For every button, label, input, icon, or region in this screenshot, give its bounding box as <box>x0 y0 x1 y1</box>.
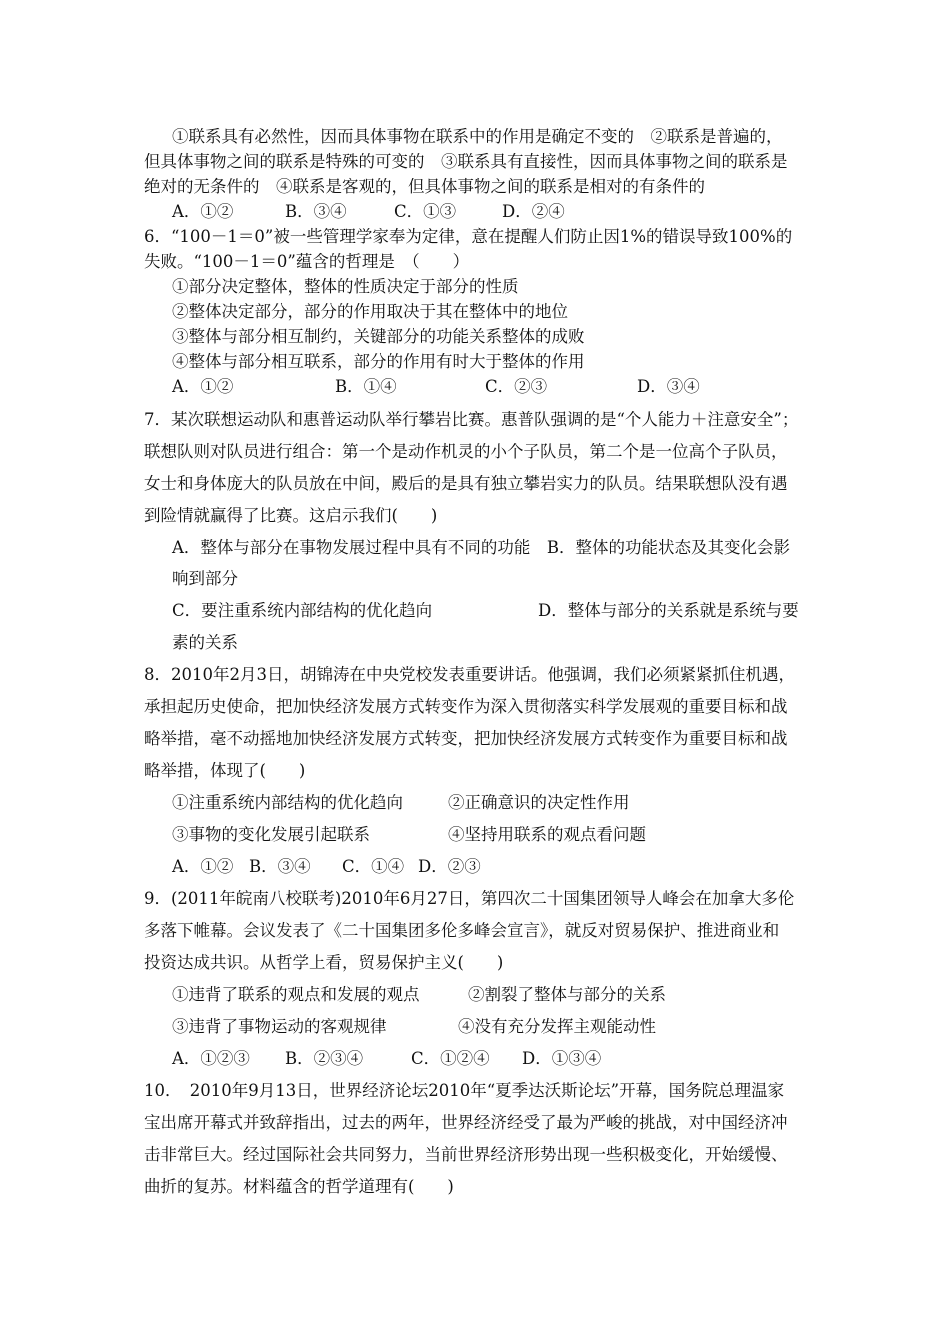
q8-stem-line-4: 略举措，体现了( ) <box>144 761 306 780</box>
q9-stem-line-3: 投资达成共识。从哲学上看，贸易保护主义( ) <box>144 953 504 972</box>
q9-option-a: A．①②③ <box>172 1049 250 1068</box>
q6-stem-line-1: 6．“100－1＝0”被一些管理学家奉为定律，意在提醒人们防止因1%的错误导致100%的 <box>144 227 793 246</box>
q6-choice-2: ②整体决定部分，部分的作用取决于其在整体中的地位 <box>172 302 568 321</box>
q8-option-a: A．①② <box>172 857 234 876</box>
q6-choice-1: ①部分决定整体，整体的性质决定于部分的性质 <box>172 277 519 296</box>
q9-option-b: B．②③④ <box>285 1049 364 1068</box>
q9-choice-2: ②割裂了整体与部分的关系 <box>468 985 666 1004</box>
q6-option-c: C．②③ <box>485 377 548 396</box>
q7-option-b-cont: 响到部分 <box>172 569 238 588</box>
q9-option-d: D．①③④ <box>522 1049 602 1068</box>
q5-line-3: 绝对的无条件的 ④联系是客观的，但具体事物之间的联系是相对的有条件的 <box>144 177 705 196</box>
q7-option-d-cont: 素的关系 <box>172 633 238 652</box>
q7-stem-line-4: 到险情就赢得了比赛。这启示我们( ) <box>144 506 438 525</box>
q6-stem-line-2: 失败。“100－1＝0”蕴含的哲理是 （ ） <box>144 252 470 271</box>
q8-choice-1: ①注重系统内部结构的优化趋向 <box>172 793 403 812</box>
q7-stem-line-2: 联想队则对队员进行组合：第一个是动作机灵的小个子队员，第二个是一位高个子队员， <box>144 442 788 461</box>
q9-choice-1: ①违背了联系的观点和发展的观点 <box>172 985 420 1004</box>
q9-choice-4: ④没有充分发挥主观能动性 <box>458 1017 656 1036</box>
q6-option-b: B．①④ <box>335 377 397 396</box>
q7-stem-line-3: 女士和身体庞大的队员放在中间，殿后的是具有独立攀岩实力的队员。结果联想队没有遇 <box>144 474 788 493</box>
q8-option-c: C．①④ <box>342 857 405 876</box>
q8-choice-3: ③事物的变化发展引起联系 <box>172 825 370 844</box>
q7-stem-line-1: 7．某次联想运动队和惠普运动队举行攀岩比赛。惠普队强调的是“个人能力＋注意安全”； <box>144 410 799 429</box>
q6-option-a: A．①② <box>172 377 234 396</box>
q6-choice-3: ③整体与部分相互制约，关键部分的功能关系整体的成败 <box>172 327 585 346</box>
q6-option-d: D．③④ <box>637 377 700 396</box>
q6-choice-4: ④整体与部分相互联系，部分的作用有时大于整体的作用 <box>172 352 585 371</box>
q7-option-c: C．要注重系统内部结构的优化趋向 <box>172 601 433 620</box>
q5-option-b: B．③④ <box>285 202 347 221</box>
q8-stem-line-3: 略举措，毫不动摇地加快经济发展方式转变，把加快经济发展方式转变作为重要目标和战 <box>144 729 788 748</box>
q10-stem-line-3: 击非常巨大。经过国际社会共同努力，当前世界经济形势出现一些积极变化，开始缓慢、 <box>144 1145 788 1164</box>
q8-stem-line-2: 承担起历史使命，把加快经济发展方式转变作为深入贯彻落实科学发展观的重要目标和战 <box>144 697 788 716</box>
q9-option-c: C．①②④ <box>411 1049 490 1068</box>
q8-choice-4: ④坚持用联系的观点看问题 <box>448 825 646 844</box>
q5-option-a: A．①② <box>172 202 234 221</box>
q10-stem-line-2: 宝出席开幕式并致辞指出，过去的两年，世界经济经受了最为严峻的挑战，对中国经济冲 <box>144 1113 788 1132</box>
q9-stem-line-2: 多落下帷幕。会议发表了《二十国集团多伦多峰会宣言》，就反对贸易保护、推进商业和 <box>144 921 780 940</box>
q10-stem-line-4: 曲折的复苏。材料蕴含的哲学道理有( ) <box>144 1177 454 1196</box>
q8-stem-line-1: 8．2010年2月3日，胡锦涛在中央党校发表重要讲话。他强调，我们必须紧紧抓住机遇， <box>144 665 795 684</box>
q7-option-ab: A．整体与部分在事物发展过程中具有不同的功能 B．整体的功能状态及其变化会影 <box>172 538 791 557</box>
q8-option-d: D．②③ <box>418 857 481 876</box>
q5-option-c: C．①③ <box>394 202 457 221</box>
q5-line-1: ①联系具有必然性，因而具体事物在联系中的作用是确定不变的 ②联系是普遍的， <box>172 127 783 146</box>
q8-choice-2: ②正确意识的决定性作用 <box>448 793 630 812</box>
q9-stem-line-1: 9．(2011年皖南八校联考)2010年6月27日，第四次二十国集团领导人峰会在加拿大多伦 <box>144 889 795 908</box>
q5-line-2: 但具体事物之间的联系是特殊的可变的 ③联系具有直接性，因而具体事物之间的联系是 <box>144 152 788 171</box>
q10-stem-line-1: 10． 2010年9月13日，世界经济论坛2010年“夏季达沃斯论坛”开幕，国务院总理温家 <box>144 1081 785 1100</box>
q5-option-d: D．②④ <box>502 202 565 221</box>
q8-option-b: B．③④ <box>249 857 311 876</box>
q9-choice-3: ③违背了事物运动的客观规律 <box>172 1017 387 1036</box>
q7-option-d: D．整体与部分的关系就是系统与要 <box>538 601 799 620</box>
